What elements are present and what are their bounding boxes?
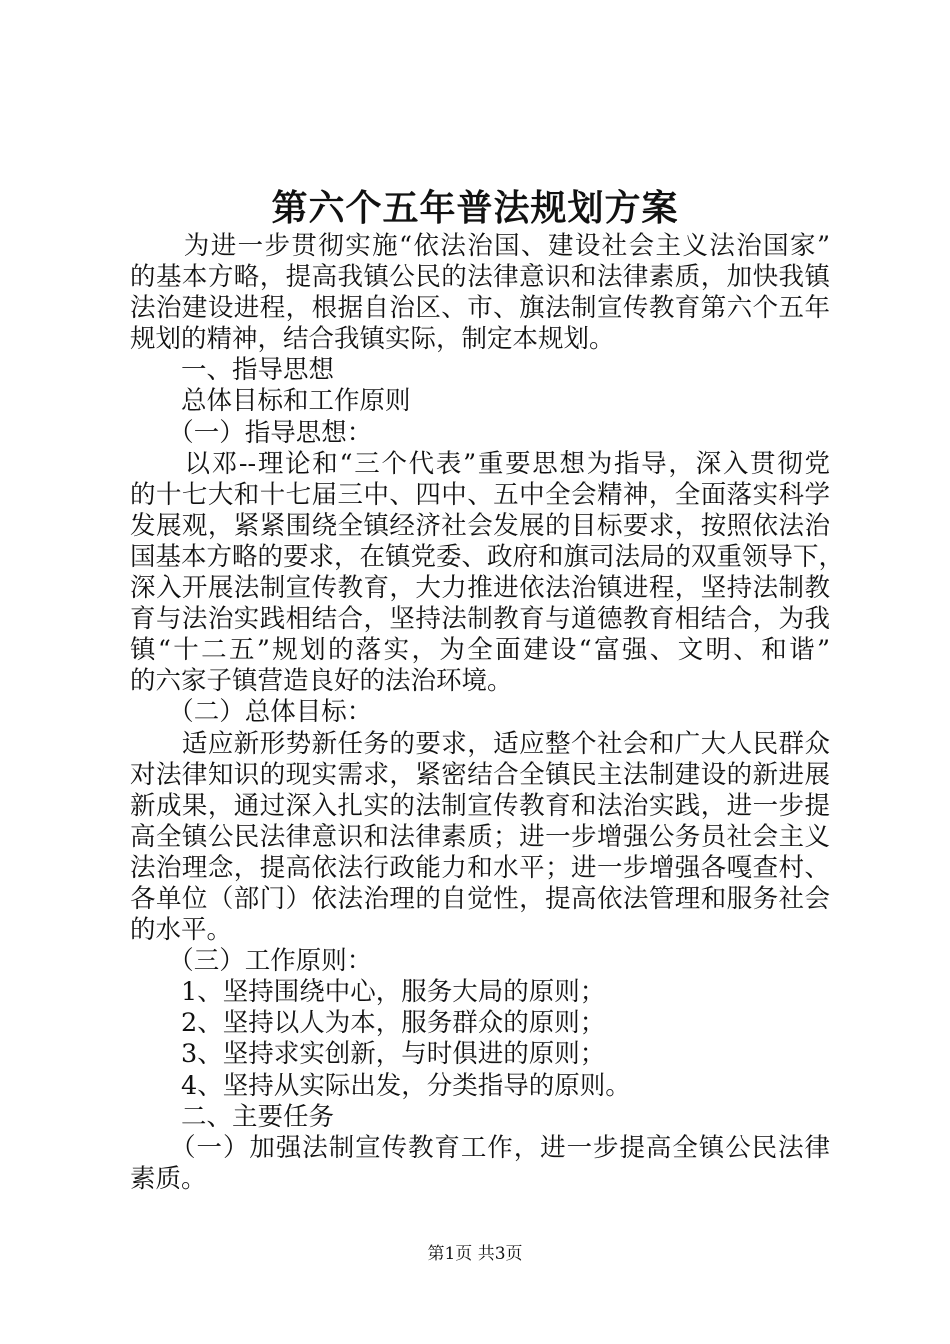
document-body <box>130 231 845 1195</box>
body-line: 为进一步贯彻实施“依法治国、建设社会主义法治国家” <box>130 231 830 261</box>
body-line: 素质。 <box>130 1163 207 1194</box>
body-line: （二）总体目标： <box>130 697 373 728</box>
body-line: （三）工作原则： <box>130 946 373 977</box>
document-title: 第六个五年普法规划方案 <box>271 187 679 229</box>
page-footer: 第1页 共3页 <box>427 1244 523 1264</box>
body-line: 育与法治实践相结合，坚持法制教育与道德教育相结合，为我 <box>130 604 830 635</box>
body-line: 的六家子镇营造良好的法治环境。 <box>130 666 513 697</box>
body-line: 一、指导思想 <box>130 355 335 386</box>
body-line: 3、坚持求实创新，与时俱进的原则； <box>130 1039 606 1070</box>
body-line: 的基本方略，提高我镇公民的法律意识和法律素质，加快我镇 <box>130 262 830 293</box>
body-line: 二、主要任务 <box>130 1101 335 1132</box>
body-line: 国基本方略的要求，在镇党委、政府和旗司法局的双重领导下， <box>130 541 845 572</box>
body-line: 对法律知识的现实需求，紧密结合全镇民主法制建设的新进展 <box>130 759 830 790</box>
body-line: 的水平。 <box>130 915 233 946</box>
body-line: 的十七大和十七届三中、四中、五中全会精神，全面落实科学 <box>130 479 830 510</box>
body-line: 深入开展法制宣传教育，大力推进依法治镇进程，坚持法制教 <box>130 573 830 604</box>
body-line: 镇“十二五”规划的落实，为全面建设“富强、文明、和谐” <box>130 635 830 666</box>
body-line: 1、坚持围绕中心，服务大局的原则； <box>130 977 606 1008</box>
body-line: 高全镇公民法律意识和法律素质；进一步增强公务员社会主义 <box>130 821 830 852</box>
body-line: 规划的精神，结合我镇实际，制定本规划。 <box>130 324 615 355</box>
body-line: （一）指导思想： <box>130 417 373 448</box>
body-line: 总体目标和工作原则 <box>130 386 411 417</box>
body-line: 2、坚持以人为本，服务群众的原则； <box>130 1008 606 1039</box>
body-line: 各单位（部门）依法治理的自觉性，提高依法管理和服务社会 <box>130 883 830 914</box>
body-line: 新成果，通过深入扎实的法制宣传教育和法治实践，进一步提 <box>130 790 830 821</box>
body-line: 法治建设进程，根据自治区、市、旗法制宣传教育第六个五年 <box>130 293 830 324</box>
body-line: 以邓--理论和“三个代表”重要思想为指导，深入贯彻党 <box>130 448 830 479</box>
body-line: 法治理念，提高依法行政能力和水平；进一步增强各嘎查村、 <box>130 852 830 883</box>
body-line: 适应新形势新任务的要求，适应整个社会和广大人民群众 <box>130 728 830 759</box>
body-line: （一）加强法制宣传教育工作，进一步提高全镇公民法律 <box>130 1132 830 1163</box>
body-line: 发展观，紧紧围绕全镇经济社会发展的目标要求，按照依法治 <box>130 510 830 541</box>
body-line: 4、坚持从实际出发，分类指导的原则。 <box>130 1070 631 1101</box>
